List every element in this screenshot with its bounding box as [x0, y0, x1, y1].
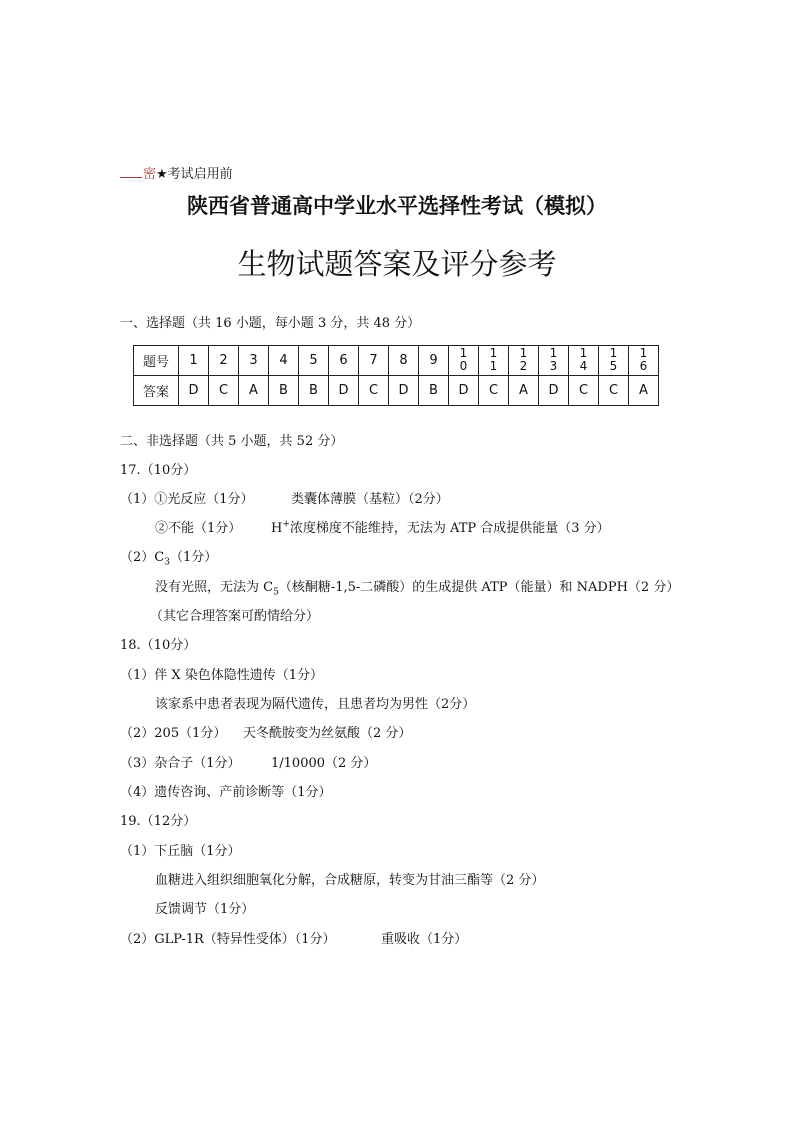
section1-heading: 一、选择题（共 16 小题，每小题 3 分，共 48 分） — [120, 316, 421, 331]
question-number — [479, 346, 509, 376]
answer-cell: D — [389, 376, 419, 406]
answer-cell: C — [599, 376, 629, 406]
q17-note: （其它合理答案可酌情给分） — [150, 609, 320, 624]
answer-cell: B — [419, 376, 449, 406]
question-number-text: 1 3 — [549, 346, 558, 373]
q17-answer-1a: （1）①光反应（1分） — [120, 492, 254, 507]
q19-answer-1: （1）下丘脑（1分） — [120, 844, 241, 859]
subscript-3: 3 — [164, 557, 170, 568]
answer-cell: C — [209, 376, 239, 406]
text-rest: 浓度梯度不能维持，无法为 ATP 合成提供能量（3 分） — [289, 521, 610, 536]
answer-row-label: 答案 — [134, 376, 179, 406]
question-number: 2 — [209, 346, 239, 376]
text-post: （1分） — [169, 550, 218, 565]
answer-cell: D — [539, 376, 569, 406]
answer-cell: D — [329, 376, 359, 406]
question-number-text: 1 0 — [459, 346, 468, 373]
answer-cell: D — [179, 376, 209, 406]
q17-answer-2b — [271, 517, 610, 536]
question-number — [539, 346, 569, 376]
section2-heading: 二、非选择题（共 5 小题，共 52 分） — [120, 434, 344, 449]
answer-cell: D — [449, 376, 479, 406]
q19-answer-2: 血糖进入组织细胞氧化分解，合成糖原，转变为甘油三酯等（2 分） — [155, 873, 545, 888]
question-number: 8 — [389, 346, 419, 376]
q19-answer-4a: （2）GLP-1R（特异性受体）（1分） — [120, 932, 336, 947]
question-number: 4 — [269, 346, 299, 376]
question-number — [509, 346, 539, 376]
q18-title: 18.（10分） — [120, 638, 197, 653]
answer-cell: C — [479, 376, 509, 406]
question-number-text: 1 4 — [579, 346, 588, 373]
q19-title: 19.（12分） — [120, 814, 197, 829]
q17-answer-3 — [120, 546, 217, 568]
question-number — [569, 346, 599, 376]
question-number-text: 1 2 — [519, 346, 528, 373]
underline-blank — [120, 165, 142, 178]
question-number: 6 — [329, 346, 359, 376]
answer-cell: A — [239, 376, 269, 406]
question-number: 7 — [359, 346, 389, 376]
document-subtitle: 生物试题答案及评分参考 — [237, 247, 557, 281]
q17-answer-1b: 类囊体薄膜（基粒）（2分） — [291, 492, 449, 507]
question-number — [629, 346, 659, 376]
number-row — [134, 346, 659, 376]
superscript-plus: + — [282, 519, 290, 530]
q18-answer-3a: （2）205（1分） — [120, 726, 227, 741]
exam-title: 陕西省普通高中学业水平选择性考试（模拟） — [187, 194, 607, 218]
question-number: 5 — [299, 346, 329, 376]
q18-answer-5: （4）遗传咨询、产前诊断等（1分） — [120, 785, 332, 800]
q19-answer-4b: 重吸收（1分） — [381, 932, 468, 947]
text-h: H — [271, 521, 283, 536]
q17-answer-4 — [155, 576, 679, 598]
question-number — [449, 346, 479, 376]
answer-cell: A — [509, 376, 539, 406]
q18-answer-3b: 天冬酰胺变为丝氨酸（2 分） — [243, 726, 412, 741]
secret-label: 密 — [143, 167, 157, 182]
answer-row — [134, 376, 659, 406]
subscript-5: 5 — [273, 587, 279, 598]
text-post: （核酮糖-1,5-二磷酸）的生成提供 ATP（能量）和 NADPH（2 分） — [278, 580, 680, 595]
answer-cell: C — [569, 376, 599, 406]
q18-answer-1: （1）伴 X 染色体隐性遗传（1分） — [120, 668, 324, 683]
number-row-label: 题号 — [134, 346, 179, 376]
answer-cell: B — [269, 376, 299, 406]
q19-answer-3: 反馈调节（1分） — [155, 902, 255, 917]
question-number — [599, 346, 629, 376]
q18-answer-2: 该家系中患者表现为隔代遗传，且患者均为男性（2分） — [155, 697, 476, 712]
confidential-mark — [120, 163, 233, 182]
q17-title: 17.（10分） — [120, 463, 197, 478]
text-pre: 没有光照，无法为 C — [155, 580, 274, 595]
question-number-text: 1 6 — [639, 346, 648, 373]
question-number: 9 — [419, 346, 449, 376]
q18-answer-4a: （3）杂合子（1分） — [120, 756, 241, 771]
answer-table — [133, 345, 659, 406]
answer-cell: C — [359, 376, 389, 406]
text-pre: （2）C — [120, 550, 165, 565]
q18-answer-4b: 1/10000（2 分） — [271, 756, 377, 771]
answer-cell: A — [629, 376, 659, 406]
question-number: 3 — [239, 346, 269, 376]
answer-cell: B — [299, 376, 329, 406]
question-number-text: 1 1 — [489, 346, 498, 373]
q17-answer-2a: ②不能（1分） — [155, 521, 242, 536]
question-number-text: 1 5 — [609, 346, 618, 373]
secret-note: ★考试启用前 — [156, 167, 233, 182]
question-number: 1 — [179, 346, 209, 376]
